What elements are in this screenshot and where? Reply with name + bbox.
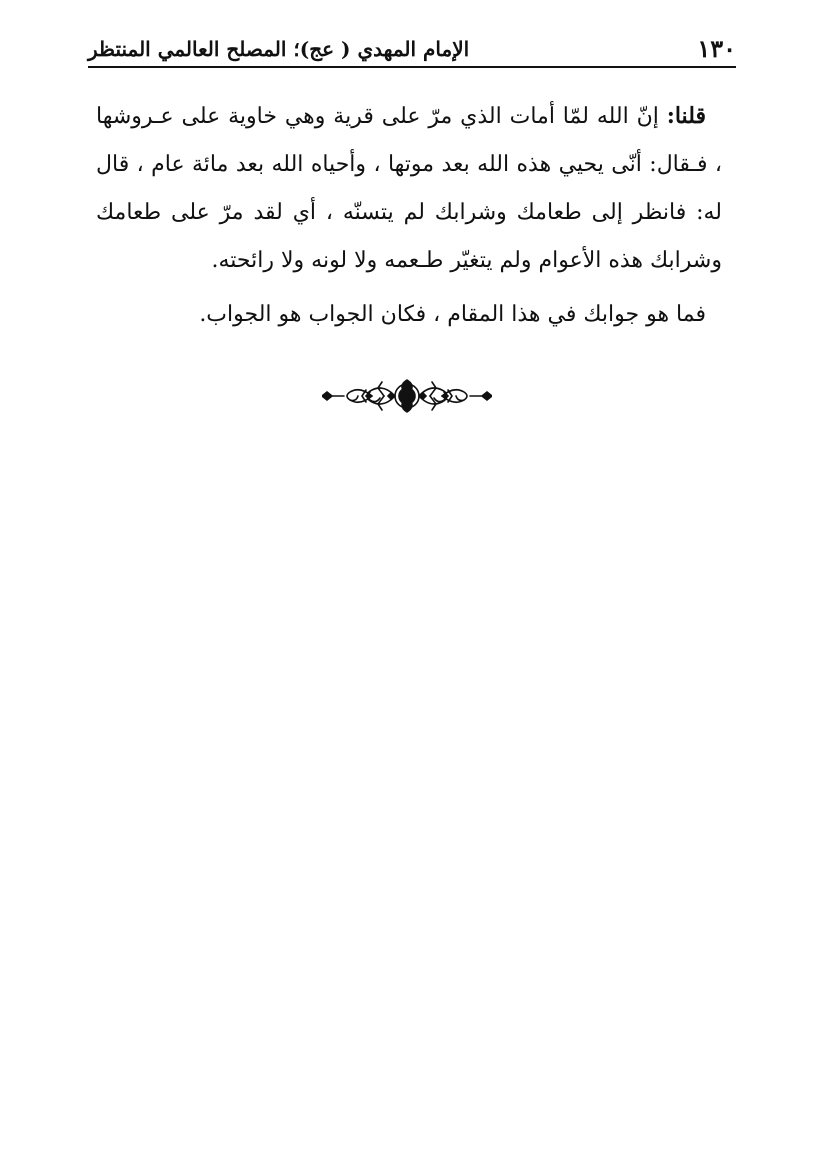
- paragraph-2: فما هو جوابك في هذا المقام ، فكان الجواب هو الجواب.: [199, 302, 706, 327]
- header-rule: [88, 66, 736, 68]
- page-header: [88, 30, 736, 64]
- arabesque-divider-icon: [322, 376, 492, 416]
- page-number: ١٣٠: [697, 34, 736, 63]
- running-title: الإمام المهدي ( عج)؛ المصلح العالمي المنتظر: [88, 37, 470, 61]
- body-text: [96, 92, 722, 339]
- paragraph-1: [96, 92, 722, 285]
- paragraph-lead: قلنا:: [666, 103, 706, 129]
- paragraph-1-text: إنّ الله لمّا أمات الذي مرّ على قرية وهي خاوية على عـروشها ، فـقال: أنّى يحيي هذه الله بعد موتها ، وأحياه الله بعد مائة عام ، قال له: فانظر إلى طعامك وشرابك لم يتسنّه ، أي لقد مرّ على طعامك وشرابك هذه الأعوام ولم يتغيّر طـعمه ولا لونه ولا رائحته.: [96, 104, 722, 273]
